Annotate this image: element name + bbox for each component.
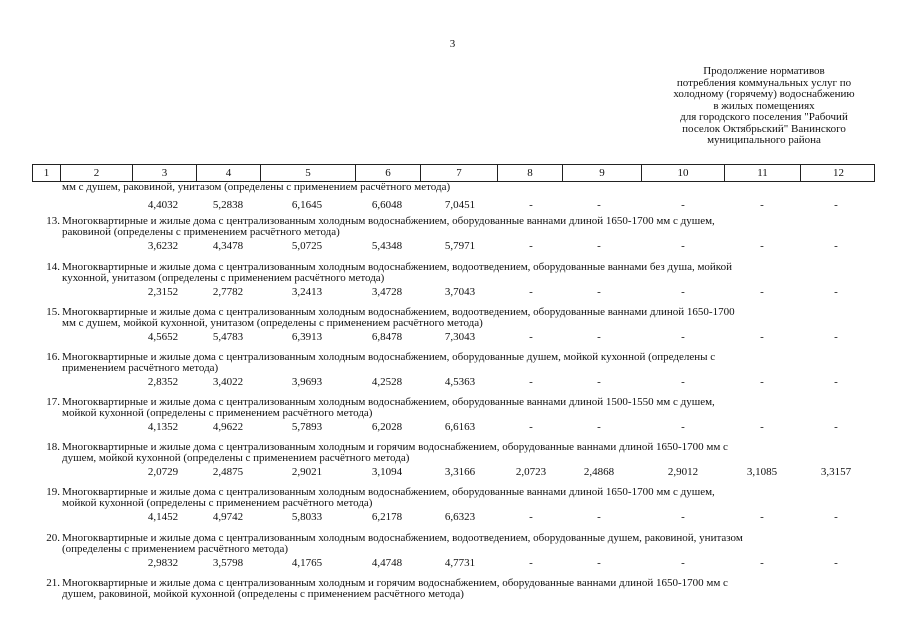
value-cell: - [760,199,764,211]
item-description-line: Многоквартирные и жилые дома с централизованным холодным и горячим водоснабжением, оборудованные ваннами длиной 1650-1700 мм с [62,577,728,589]
value-cell: - [597,331,601,343]
value-cell: 5,7971 [444,240,476,252]
value-cell: 6,1645 [291,199,323,211]
column-number-cell: 8 [498,165,563,181]
value-cell: 2,9012 [667,466,699,478]
item-description [62,578,862,600]
value-cell: - [529,286,533,298]
header-note [630,66,898,147]
item-description-line: применением расчётного метода) [62,362,219,374]
value-cell: - [681,199,685,211]
header-note-line: поселок Октябрьский" Ванинского [682,122,846,135]
item-description-line: мм с душем, мойкой кухонной, унитазом (определены с применением расчётного метода) [62,317,483,329]
value-cell: 4,9742 [212,511,244,523]
item-description-line: душем, раковиной, мойкой кухонной (определены с применением расчётного метода) [62,588,464,600]
value-cell: 5,8033 [291,511,323,523]
item-description-line: мойкой кухонной (определены с применением расчётного метода) [62,407,373,419]
value-cell: - [834,421,838,433]
value-row [0,512,905,524]
column-number-cell: 10 [642,165,725,181]
item-description-line: кухонной, унитазом (определены с применением расчётного метода) [62,272,385,284]
carryover-description: мм с душем, раковиной, унитазом (определены с применением расчётного метода) [62,181,451,193]
item-description-line: Многоквартирные и жилые дома с централизованным холодным водоснабжением, водоотведением, оборудованные душем, раковиной, унитазом [62,532,743,544]
item-number: 16. [46,351,60,363]
value-cell: 6,6323 [444,511,476,523]
value-cell: 2,3152 [147,286,179,298]
value-cell: - [760,557,764,569]
value-cell: - [834,240,838,252]
value-cell: 3,2413 [291,286,323,298]
value-row [0,287,905,299]
value-cell: 3,3166 [444,466,476,478]
column-number-cell: 11 [725,165,801,181]
item-description-line: мойкой кухонной (определены с применением расчётного метода) [62,497,373,509]
value-cell: - [681,376,685,388]
value-row [0,200,905,212]
value-cell: 3,4022 [212,376,244,388]
value-cell: 2,0723 [515,466,547,478]
item-number: 21. [46,577,60,589]
value-cell: 4,1452 [147,511,179,523]
value-cell: 6,6163 [444,421,476,433]
header-note-line: для городского поселения "Рабочий [680,111,848,123]
item-description [62,216,862,238]
value-cell: 5,2838 [212,199,244,211]
column-number-cell: 3 [133,165,197,181]
value-cell: 4,9622 [212,421,244,433]
column-number-cell: 4 [197,165,261,181]
column-number-cell: 12 [833,167,844,179]
item-description [62,262,862,284]
item-number: 18. [46,441,60,453]
value-cell: - [597,557,601,569]
column-number-cell: 9 [563,165,642,181]
item-description [62,442,862,464]
item-description-line: Многоквартирные и жилые дома с централизованным холодным водоснабжением, оборудованные ваннами длиной 1650-1700 мм с душем, [62,486,715,498]
item-description-line: Многоквартирные и жилые дома с централизованным холодным водоснабжением, оборудованные душем, мойкой кухонной (определены с [62,351,716,363]
item-number: 19. [46,486,60,498]
item-description-line: раковиной (определены с применением расчётного метода) [62,226,340,238]
value-cell: - [834,286,838,298]
item-description [62,397,862,419]
value-cell: 4,3478 [212,240,244,252]
value-cell: 2,4868 [583,466,615,478]
value-row [0,377,905,389]
column-number-cell: 2 [61,165,133,181]
value-cell: - [834,331,838,343]
page-number: 3 [449,38,456,50]
item-description [62,487,862,509]
header-note-line: муниципального района [707,134,821,146]
value-cell: 3,9693 [291,376,323,388]
value-cell: 4,4748 [371,557,403,569]
value-cell: - [597,421,601,433]
item-description-line: душем, мойкой кухонной (определены с применением расчётного метода) [62,452,410,464]
value-row [0,558,905,570]
value-cell: 6,3913 [291,331,323,343]
value-cell: 3,1085 [746,466,778,478]
value-cell: 5,7893 [291,421,323,433]
header-note-line: Продолжение нормативов [703,65,825,77]
item-description [62,307,862,329]
value-cell: 6,2028 [371,421,403,433]
value-cell: 2,4875 [212,466,244,478]
value-cell: - [760,286,764,298]
value-cell: - [834,199,838,211]
item-number: 14. [46,261,60,273]
value-cell: - [681,240,685,252]
value-cell: 5,0725 [291,240,323,252]
value-cell: 3,4728 [371,286,403,298]
column-number-cell: 5 [261,165,356,181]
value-cell: 2,8352 [147,376,179,388]
value-cell: - [597,286,601,298]
value-cell: - [834,511,838,523]
column-number-cell: 1 [33,165,61,181]
item-description-line: Многоквартирные и жилые дома с централизованным холодным и горячим водоснабжением, оборудованные ваннами длиной 1650-1700 мм с [62,441,728,453]
value-cell: 2,9021 [291,466,323,478]
value-cell: 6,6048 [371,199,403,211]
value-cell: 3,7043 [444,286,476,298]
value-cell: 5,4348 [371,240,403,252]
value-row [0,241,905,253]
value-cell: 4,1765 [291,557,323,569]
value-cell: 4,2528 [371,376,403,388]
value-cell: 4,4032 [147,199,179,211]
value-cell: - [834,376,838,388]
column-number-header [32,164,875,182]
value-cell: 3,5798 [212,557,244,569]
column-number-cell: 7 [421,165,498,181]
value-cell: - [681,421,685,433]
value-cell: - [681,331,685,343]
value-cell: 4,5652 [147,331,179,343]
value-cell: 4,7731 [444,557,476,569]
item-description [62,533,862,555]
value-cell: - [681,286,685,298]
value-cell: 6,2178 [371,511,403,523]
value-cell: - [681,557,685,569]
value-cell: 2,7782 [212,286,244,298]
item-number: 15. [46,306,60,318]
header-note-line: потребления коммунальных услуг по [676,76,852,89]
value-cell: - [760,376,764,388]
value-cell: 3,1094 [371,466,403,478]
item-number: 13. [46,215,60,227]
value-cell: 2,9832 [147,557,179,569]
value-cell: - [760,511,764,523]
value-cell: 3,6232 [147,240,179,252]
value-cell: - [529,421,533,433]
value-cell: - [597,511,601,523]
value-cell: - [529,331,533,343]
value-cell: - [597,240,601,252]
value-cell: - [597,376,601,388]
value-cell: 2,0729 [147,466,179,478]
value-cell: - [529,557,533,569]
header-note-line: в жилых помещениях [713,99,815,112]
item-description-line: Многоквартирные и жилые дома с централизованным холодным водоснабжением, водоотведением, оборудованные ваннами длиной 1650-1700 [62,306,735,318]
item-description-line: (определены с применением расчётного метода) [62,543,289,555]
value-cell: - [529,511,533,523]
value-cell: - [760,331,764,343]
item-description-line: Многоквартирные и жилые дома с централизованным холодным водоснабжением, оборудованные ваннами длиной 1650-1700 мм с душем, [62,215,715,227]
value-cell: - [760,240,764,252]
header-note-line: холодному (горячему) водоснабжению [673,88,855,100]
value-cell: - [529,376,533,388]
value-cell: - [529,240,533,252]
value-row [0,332,905,344]
value-cell: 7,0451 [444,199,476,211]
item-description-line: Многоквартирные и жилые дома с централизованным холодным водоснабжением, оборудованные ваннами длиной 1500-1550 мм с душем, [62,396,715,408]
value-cell: 3,3157 [820,466,852,478]
column-number-cell: 6 [356,165,421,181]
value-cell: 4,1352 [147,421,179,433]
value-cell: 7,3043 [444,331,476,343]
value-cell: - [760,421,764,433]
value-cell: 4,5363 [444,376,476,388]
item-description-line: Многоквартирные и жилые дома с централизованным холодным водоснабжением, водоотведением, оборудованные ваннами без душа, мойкой [62,261,732,273]
value-cell: - [529,199,533,211]
value-cell: 6,8478 [371,331,403,343]
item-number: 17. [46,396,60,408]
value-row [0,422,905,434]
value-cell: - [834,557,838,569]
value-cell: - [681,511,685,523]
value-cell: - [597,199,601,211]
item-description [62,352,862,374]
value-row [0,467,905,479]
value-cell: 5,4783 [212,331,244,343]
item-number: 20. [46,532,60,544]
